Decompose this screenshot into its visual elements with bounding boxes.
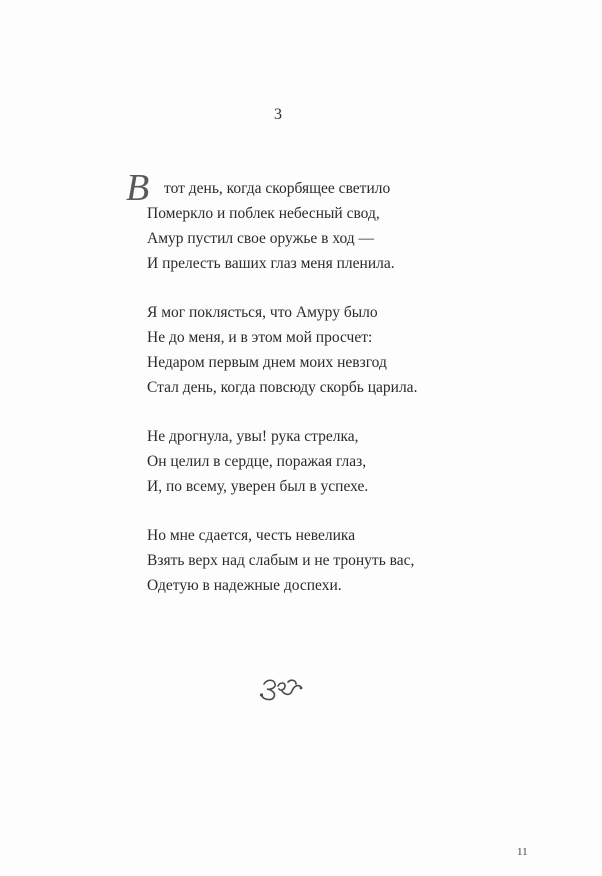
poem-text xyxy=(126,167,567,622)
poem-line: И прелесть ваших глаз меня пленила. xyxy=(147,255,395,272)
stanza-2 xyxy=(147,300,567,400)
poem-line: Но мне сдается, честь невелика xyxy=(147,527,356,544)
poem-line: Взять верх над слабым и не тронуть вас, xyxy=(147,552,415,569)
poem-line: Я мог поклясться, что Амуру было xyxy=(147,304,378,321)
page-number: 11 xyxy=(517,846,528,858)
poem-line: Стал день, когда повсюду скорбь царила. xyxy=(147,379,418,396)
poem-line: Недаром первым днем моих невзгод xyxy=(147,354,387,371)
poem-number: 3 xyxy=(274,106,282,123)
stanza-4 xyxy=(147,523,567,598)
poem-line: Он целил в сердце, поражая глаз, xyxy=(147,453,367,470)
poem-line: Померкло и поблек небесный свод, xyxy=(147,205,380,222)
stanza-3 xyxy=(147,424,567,499)
poem-line xyxy=(126,167,567,209)
poem-line: Одетую в надежные доспехи. xyxy=(147,577,342,594)
poem-line: Не дрогнула, увы! рука стрелка, xyxy=(147,428,359,445)
stanza-1 xyxy=(126,167,567,276)
poem-line: Амур пустил свое оружье в ход — xyxy=(147,230,375,247)
flourish-ornament-icon xyxy=(258,676,304,702)
poem-line-text: тот день, когда скорбящее светило xyxy=(164,180,391,197)
poem-line: И, по всему, уверен был в успехе. xyxy=(147,478,369,495)
dropcap: В xyxy=(126,167,150,209)
poem-line: Не до меня, и в этом мой просчет: xyxy=(147,329,373,346)
